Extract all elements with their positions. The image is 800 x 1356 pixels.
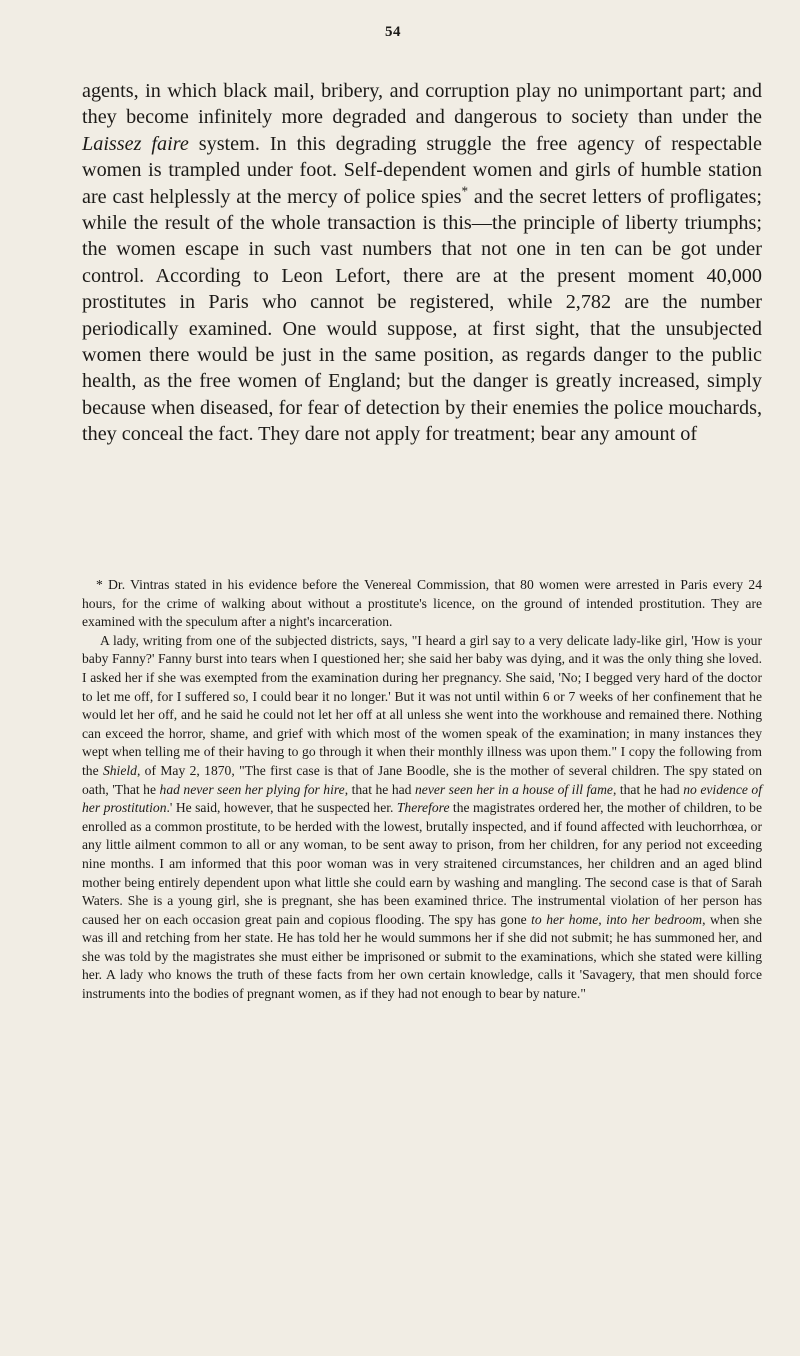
text-run: and the secret letters of profligates; while the result of the whole transaction is this—the principle of liberty triumphs; the women escape in such vast numbers that not one in ten can be got under control. According to Leon Lefort, there are at the present moment 40,000 prostitutes in Paris who cannot be registered, while 2,782 are the number periodically examined. One would suppose, at first sight, that the unsubjected women there would be just in the same position, as regards danger to the public health, as the free women of England; but the danger is greatly increased, simply because when diseased, for fear of detection by their enemies the police mouchards, they conceal the fact. They dare not apply for treatment; bear any amount of bbox=[82, 185, 762, 446]
text-run: agents, in which black mail, bribery, and corruption play no unimportant part; and they become infinitely more degraded and dangerous to society than under the bbox=[82, 80, 762, 129]
main-text bbox=[82, 78, 762, 448]
footnote-marker: * bbox=[461, 182, 469, 198]
text-run: .' He said, however, that he suspected her. bbox=[166, 800, 397, 816]
footnote-paragraph bbox=[82, 632, 762, 1004]
main-paragraph bbox=[82, 78, 762, 448]
text-run: , that he had bbox=[612, 781, 684, 797]
footnote-paragraph: * Dr. Vintras stated in his evidence before the Venereal Commission, that 80 women were arrested in Paris every 24 hours, for the crime of walking about without a prostitute's licence, on the ground of intended prostitution. They are examined with the speculum after a night's incarceration. bbox=[82, 577, 762, 630]
text-run: the magistrates ordered her, the mother of children, to be enrolled as a common prostitute, to be herded with the lowest, brutally inspected, and if found affected with leuchorrhœa, or any little ailment common to all or any woman, to be sent away to prison, from her children, for any period not exceeding nine months. I am informed that this poor woman was in very straitened circumstances, her children and an aged blind mother being entirely dependent upon what little she could earn by washing and mangling. The second case is that of Sarah Waters. She is a young girl, she is pregnant, she has been examined thrice. The instrumental violation of her person has caused her on each occasion great pain and copious flooding. The spy has gone bbox=[82, 800, 763, 927]
text-run: , when she was ill and retching from her state. He has told her he would summons her if she did not submit; he has summoned her, and she was told by the magistrates she must either be imprisoned or submit to the examinations, which she stated were killing her. A lady who knows the truth of these facts from her own certain knowledge, calls it 'Savagery, that men should force instruments into the bodies of pregnant women, as if they had not enough to bear by nature." bbox=[82, 911, 762, 1002]
text-run: system. In this degrading struggle the free agency of respectable women is trampled under foot. Self-dependent women and girls of humble station are cast helplessly at the mercy of police spies bbox=[82, 132, 762, 208]
text-run: , that he had bbox=[344, 781, 415, 797]
italic-phrase: Laissez faire bbox=[82, 132, 189, 155]
text-run: A lady, writing from one of the subjected districts, says, "I heard a girl say to a very delicate lady-like girl, 'How is your baby Fanny?' Fanny burst into tears when I questioned her; she said her baby was dying, and it was the only thing she loved. I asked her if she was exempted from the examination during her pregnancy. She said, 'No; I begged very hard of the doctor to let me off, for I suffered so, I could bear it no longer.' But it was not until within 6 or 7 weeks of her confinement that he would let her off, and he said he could not let her off at all unless she went into the workhouse and remained there. Nothing can exceed the horror, shame, and grief with which most of the women speak of the examination; in many instances they wept when telling me of their having to go through it when their monthly illness was upon them." I copy the following from the bbox=[82, 632, 762, 778]
italic-phrase: to her home, into her bedroom bbox=[531, 911, 703, 927]
italic-phrase: no evidence of her prostitution bbox=[82, 781, 762, 816]
italic-phrase: never seen her in a house of ill fame bbox=[414, 781, 613, 797]
italic-phrase: had never seen her plying for hire bbox=[159, 781, 345, 797]
italic-phrase: Shield bbox=[102, 762, 137, 778]
footnote bbox=[82, 576, 762, 1004]
italic-phrase: Therefore bbox=[396, 800, 450, 816]
page-number: 54 bbox=[385, 24, 401, 40]
text-run: , of May 2, 1870, "The first case is that of Jane Boodle, she is the mother of several children. The spy stated on oath, 'That he bbox=[82, 762, 762, 797]
